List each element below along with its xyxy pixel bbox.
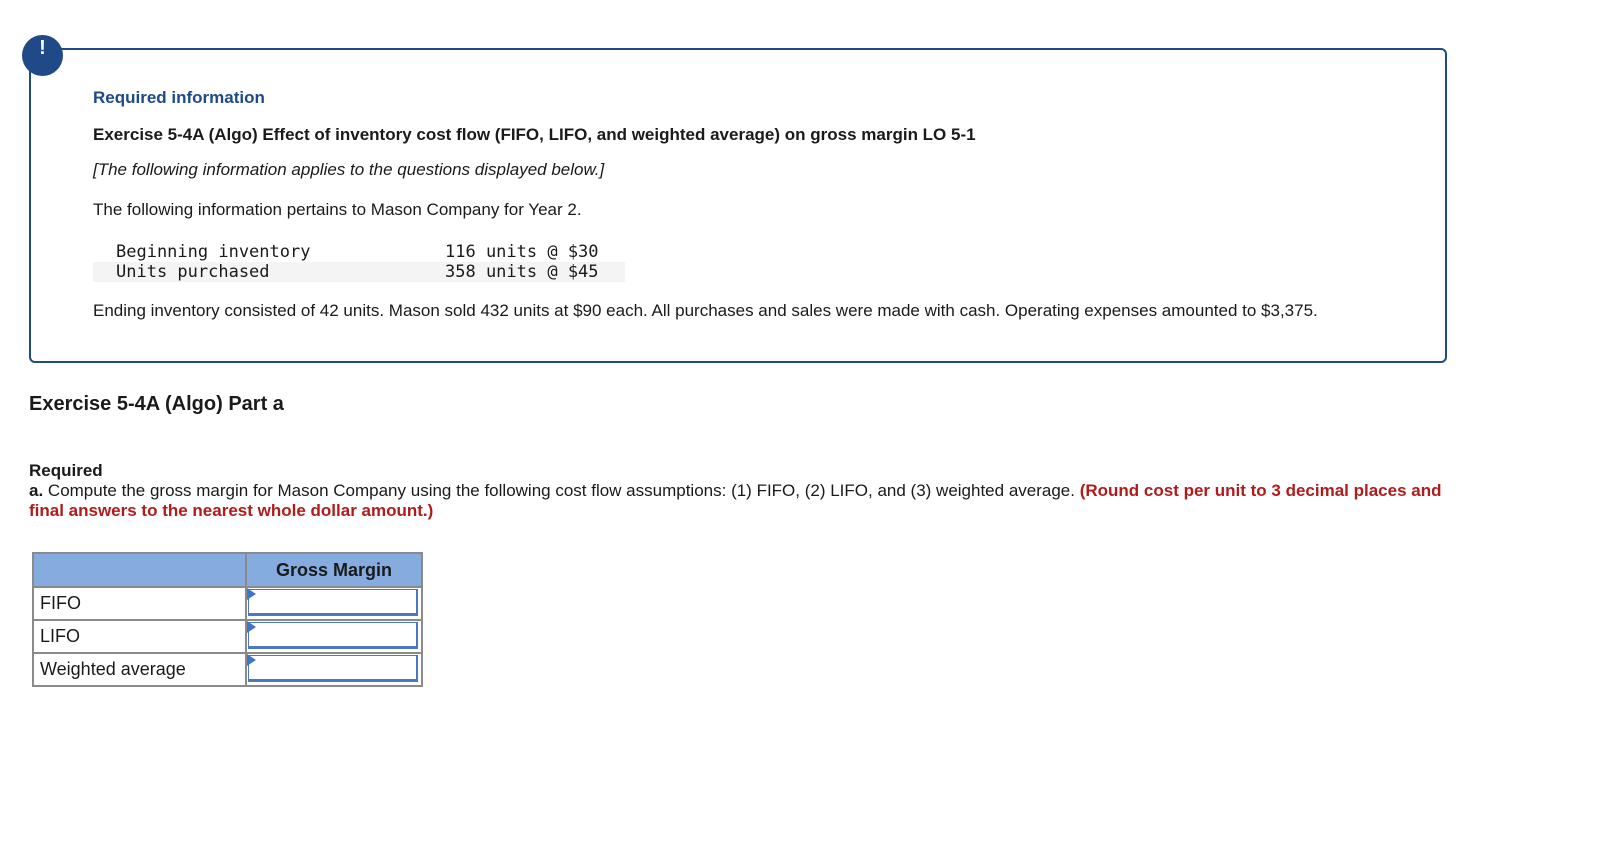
gross-margin-cell-lifo [246, 620, 422, 653]
inventory-row-value: 116 units @ $30 [445, 242, 599, 262]
table-row [33, 620, 422, 653]
required-information-heading: Required information [93, 88, 265, 107]
inventory-table [93, 242, 625, 282]
header-blank-cell [33, 553, 246, 587]
inventory-row-label: Beginning inventory [116, 242, 311, 262]
gross-margin-table [32, 552, 423, 687]
rounding-note: (Round cost per unit to 3 decimal places and final answers to the nearest whole dollar amount.) [29, 481, 1442, 520]
table-row [33, 587, 422, 620]
inventory-row-value: 358 units @ $45 [445, 262, 599, 282]
inventory-row-purchased [93, 262, 625, 282]
required-label: Required [29, 461, 103, 480]
gross-margin-cell-fifo [246, 587, 422, 620]
gross-margin-input-weighted-average[interactable] [248, 655, 418, 682]
required-information-box [29, 48, 1447, 363]
required-instructions [29, 461, 1449, 521]
exercise-title: Exercise 5-4A (Algo) Effect of inventory cost flow (FIFO, LIFO, and weighted average) on gross margin LO 5-1 [93, 125, 976, 144]
flag-icon [247, 654, 256, 666]
inventory-row-label: Units purchased [116, 262, 270, 282]
part-heading: Exercise 5-4A (Algo) Part a [29, 393, 284, 415]
pertains-text: The following information pertains to Mason Company for Year 2. [93, 200, 582, 219]
header-gross-margin: Gross Margin [246, 553, 422, 587]
row-label-fifo: FIFO [33, 587, 246, 620]
required-letter: a. [29, 481, 44, 500]
required-instruction: Compute the gross margin for Mason Company using the following cost flow assumptions: (1) FIFO, (2) LIFO, and (3) weighted average. [43, 481, 1080, 500]
gross-margin-cell-weighted-average [246, 653, 422, 686]
alert-icon: ! [22, 35, 63, 76]
flag-icon [247, 588, 256, 600]
ending-inventory-text: Ending inventory consisted of 42 units. Mason sold 432 units at $90 each. All purchases and sales were made with cash. Operating expenses amounted to $3,375. [93, 301, 1318, 320]
gross-margin-input-lifo[interactable] [248, 622, 418, 649]
table-header-row [33, 553, 422, 587]
table-row [33, 653, 422, 686]
flag-icon [247, 621, 256, 633]
gross-margin-input-fifo[interactable] [248, 589, 418, 616]
row-label-lifo: LIFO [33, 620, 246, 653]
applies-note: [The following information applies to the questions displayed below.] [93, 160, 605, 179]
row-label-weighted-average: Weighted average [33, 653, 246, 686]
inventory-row-beginning [93, 242, 625, 262]
